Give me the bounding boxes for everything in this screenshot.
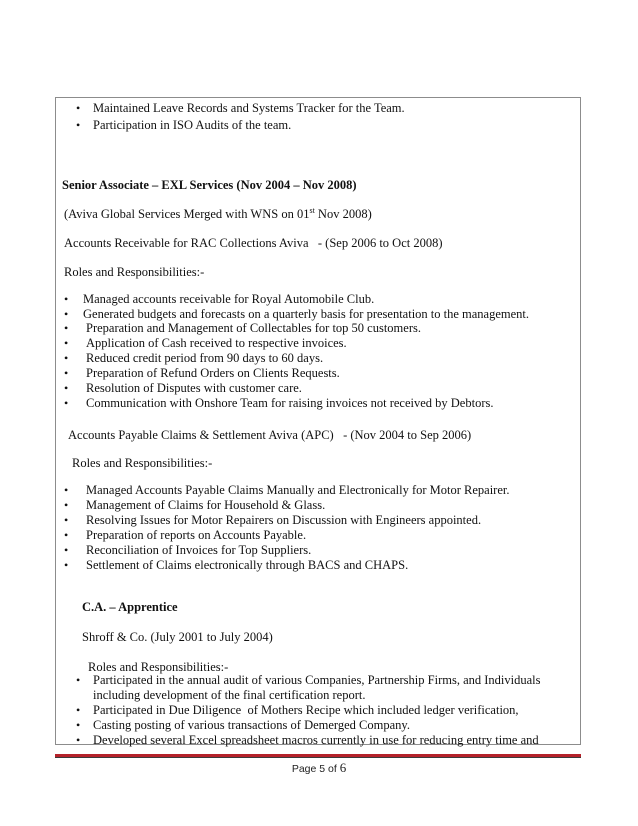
ap-title: Accounts Payable Claims & Settlement Aviva (APC) - (Nov 2004 to Sep 2006) bbox=[68, 428, 472, 442]
merge-note bbox=[64, 207, 372, 222]
exl-heading: Senior Associate – EXL Services (Nov 2004 – Nov 2008) bbox=[62, 178, 357, 192]
ap-bullet-5: Reconciliation of Invoices for Top Suppliers. bbox=[86, 543, 312, 557]
ap-bullet-6: Settlement of Claims electronically through BACS and CHAPS. bbox=[86, 558, 409, 572]
ca-bullet-1-line-2: including development of the final certification report. bbox=[93, 688, 366, 702]
bullet-dot: • bbox=[64, 366, 69, 380]
ca-bullet-2: Participated in Due Diligence of Mothers Recipe which included ledger verification, bbox=[93, 703, 519, 717]
bullet-dot: • bbox=[64, 558, 69, 572]
ap-bullet-1: Managed Accounts Payable Claims Manually and Electronically for Motor Repairer. bbox=[86, 483, 510, 497]
bullet-dot: • bbox=[64, 351, 69, 365]
bullet-dot: • bbox=[64, 307, 69, 321]
merge-note-post: Nov 2008) bbox=[314, 207, 372, 221]
bullet-dot: • bbox=[64, 543, 69, 557]
bullet-dot: • bbox=[76, 703, 81, 717]
ar-bullet-3: Preparation and Management of Collectables for top 50 customers. bbox=[86, 321, 421, 335]
page-number-prefix: Page 5 of bbox=[291, 763, 340, 775]
ar-bullet-7: Resolution of Disputes with customer care. bbox=[86, 381, 302, 395]
bullet-dot: • bbox=[76, 101, 81, 115]
ca-bullet-4: Developed several Excel spreadsheet macros currently in use for reducing entry time and bbox=[93, 733, 539, 747]
ca-roles-label: Roles and Responsibilities:- bbox=[88, 660, 229, 674]
bullet-dot: • bbox=[64, 321, 69, 335]
ap-roles-label: Roles and Responsibilities:- bbox=[72, 456, 213, 470]
ca-bullet-3: Casting posting of various transactions of Demerged Company. bbox=[93, 718, 410, 732]
ca-firm: Shroff & Co. (July 2001 to July 2004) bbox=[82, 630, 273, 644]
page-border bbox=[55, 97, 581, 745]
ar-bullet-8: Communication with Onshore Team for raising invoices not received by Debtors. bbox=[86, 396, 494, 410]
bullet-dot: • bbox=[64, 336, 69, 350]
ap-bullet-2: Management of Claims for Household & Glass. bbox=[86, 498, 326, 512]
bullet-dot: • bbox=[64, 513, 69, 527]
merge-note-pre: (Aviva Global Services Merged with WNS on 01 bbox=[64, 207, 310, 221]
bullet-dot: • bbox=[64, 483, 69, 497]
ap-bullet-4: Preparation of reports on Accounts Payable. bbox=[86, 528, 307, 542]
ca-heading: C.A. – Apprentice bbox=[82, 600, 178, 614]
page-footer bbox=[0, 761, 638, 776]
bullet-dot: • bbox=[76, 718, 81, 732]
footer-rule-dark bbox=[55, 757, 581, 758]
ar-bullet-6: Preparation of Refund Orders on Clients Requests. bbox=[86, 366, 340, 380]
bullet-dot: • bbox=[64, 528, 69, 542]
ap-bullet-3: Resolving Issues for Motor Repairers on Discussion with Engineers appointed. bbox=[86, 513, 482, 527]
ar-roles-label: Roles and Responsibilities:- bbox=[64, 265, 205, 279]
bullet-dot: • bbox=[64, 498, 69, 512]
top-bullet-1: Maintained Leave Records and Systems Tracker for the Team. bbox=[93, 101, 405, 115]
top-bullet-2: Participation in ISO Audits of the team. bbox=[93, 118, 292, 132]
ar-bullet-5: Reduced credit period from 90 days to 60 days. bbox=[86, 351, 324, 365]
ar-title: Accounts Receivable for RAC Collections Aviva - (Sep 2006 to Oct 2008) bbox=[64, 236, 443, 250]
bullet-dot: • bbox=[76, 118, 81, 132]
bullet-dot: • bbox=[64, 292, 69, 306]
bullet-dot: • bbox=[76, 733, 81, 747]
bullet-dot: • bbox=[64, 381, 69, 395]
ar-bullet-4: Application of Cash received to respective invoices. bbox=[86, 336, 347, 350]
merge-note-sup: st bbox=[309, 205, 315, 215]
ar-bullet-2: Generated budgets and forecasts on a quarterly basis for presentation to the management. bbox=[83, 307, 530, 321]
bullet-dot: • bbox=[76, 673, 81, 687]
ca-bullet-1-line-1: Participated in the annual audit of various Companies, Partnership Firms, and Individuals bbox=[93, 673, 541, 687]
ar-bullet-1: Managed accounts receivable for Royal Automobile Club. bbox=[83, 292, 375, 306]
page-total: 6 bbox=[339, 760, 347, 775]
bullet-dot: • bbox=[64, 396, 69, 410]
